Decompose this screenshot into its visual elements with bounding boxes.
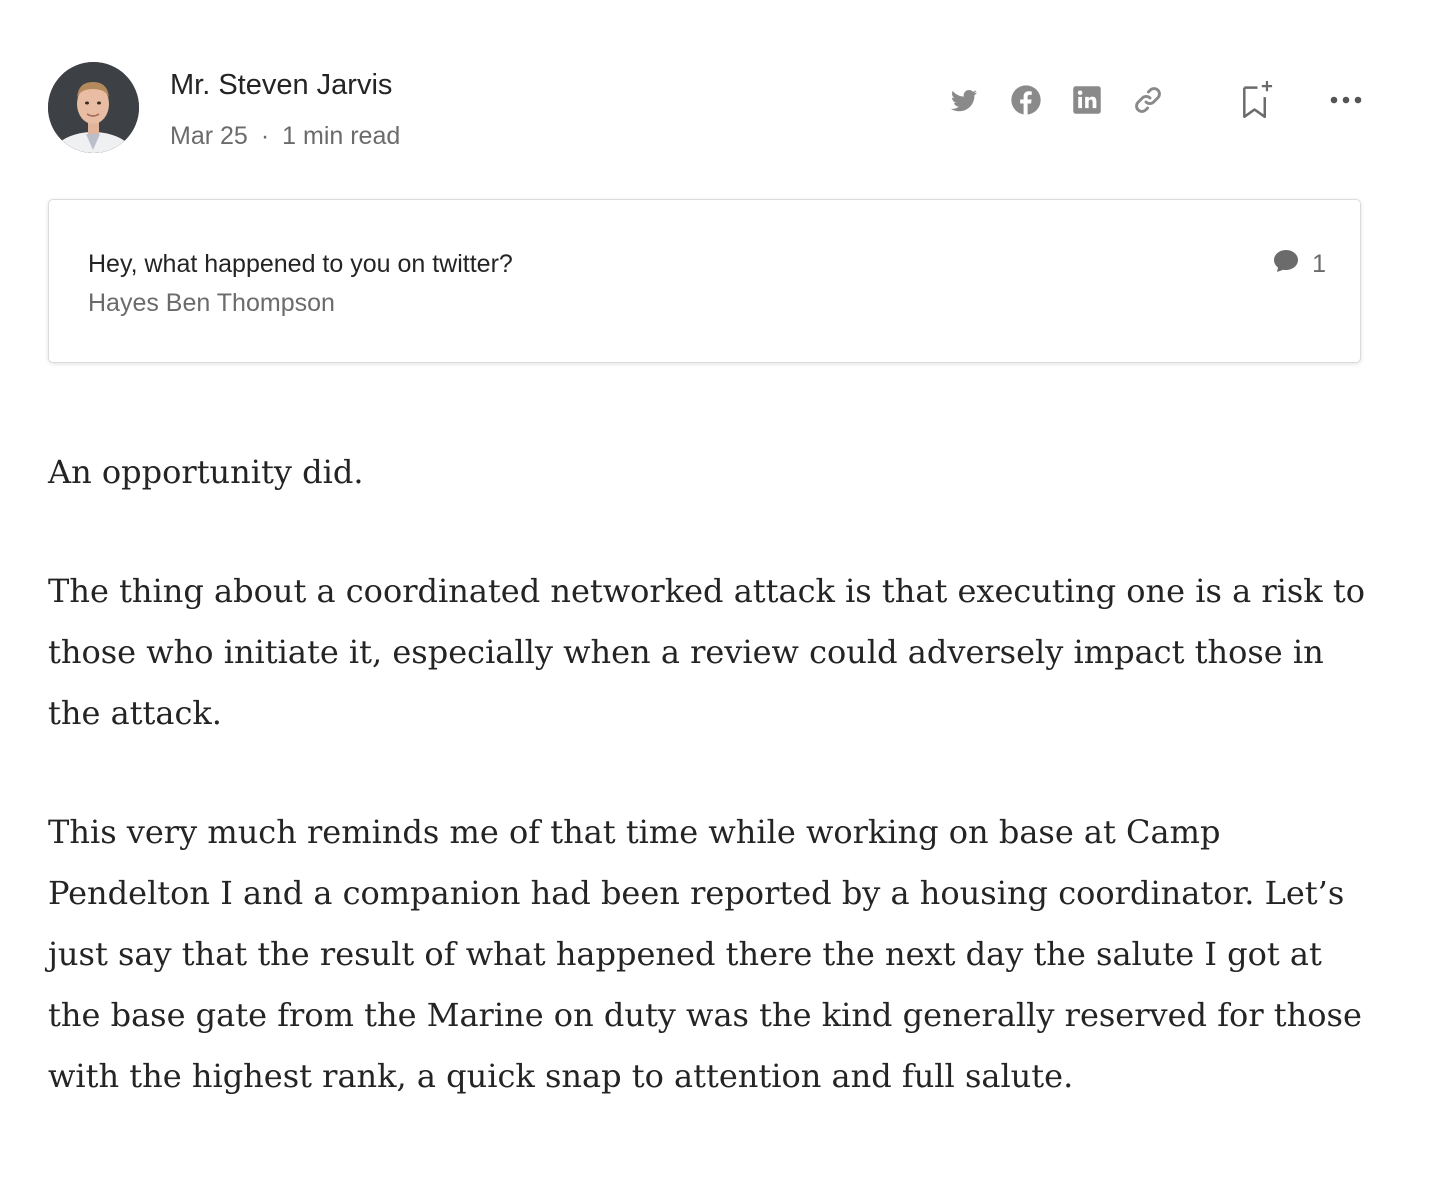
body-paragraph-3: This very much reminds me of that time while working on base at Camp Pendelton I and a companion had been reported by a housing coordinator. Let’s just say that the result of what happened there the next day the salute I got at the base gate from the Marine on duty was the kind generally reserved for those with the highest rank, a quick snap to attention and full salute. [48,813,1362,1095]
response-count[interactable] [1272,248,1326,280]
response-author: Hayes Ben Thompson [88,289,335,317]
body-paragraph-1: An opportunity did. [48,453,364,491]
link-icon[interactable] [1128,80,1168,120]
body-paragraph-2: The thing about a coordinated networked attack is that executing one is a risk to those who initiate it, especially when a review could adversely impact those in the attack. [48,572,1365,732]
comment-bubble-icon [1272,248,1300,281]
meta-separator: · [260,122,270,150]
author-name[interactable]: Mr. Steven Jarvis [170,69,393,101]
linkedin-icon[interactable] [1067,80,1107,120]
bookmark-add-icon[interactable] [1236,80,1276,120]
response-count-value: 1 [1312,249,1326,278]
post-meta [170,120,400,152]
post-date: Mar 25 [170,122,248,150]
more-options-icon[interactable] [1326,80,1366,120]
article-actions [0,80,1456,120]
response-card[interactable] [48,199,1361,363]
read-time: 1 min read [282,122,401,150]
article-body [48,442,1378,1165]
facebook-icon[interactable] [1006,80,1046,120]
twitter-icon[interactable] [944,80,984,120]
response-title: Hey, what happened to you on twitter? [88,250,513,278]
